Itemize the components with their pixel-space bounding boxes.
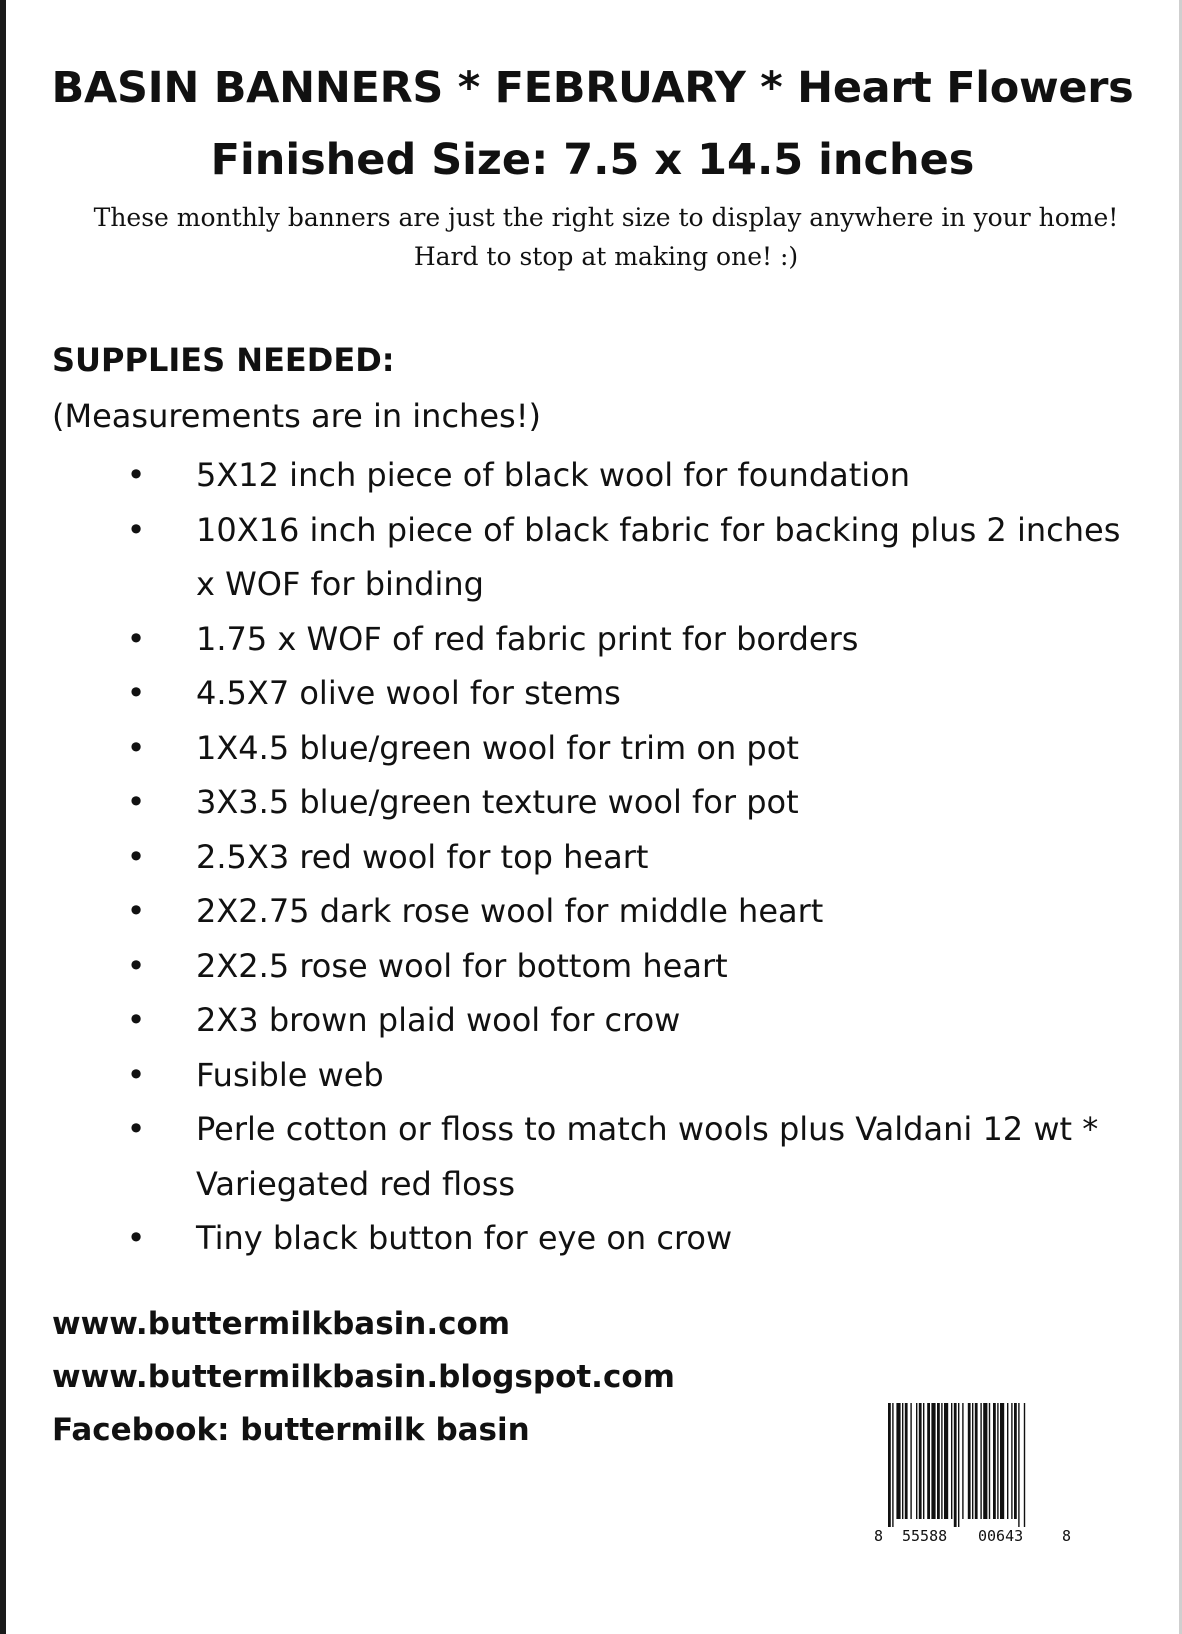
list-item: [6, 884, 1182, 939]
barcode-bar: [958, 1403, 959, 1527]
supply-text: 2X2.5 rose wool for bottom heart: [196, 946, 728, 985]
supply-text: 1.75 x WOF of red fabric print for borders: [196, 619, 859, 658]
supply-text: 1X4.5 blue/green wool for trim on pot: [196, 728, 799, 767]
barcode-bar: [975, 1403, 978, 1519]
finished-size: Finished Size: 7.5 x 14.5 inches: [210, 135, 975, 185]
barcode-bar: [905, 1403, 908, 1519]
bullet-icon: •: [126, 619, 146, 658]
bullet-icon: •: [126, 1219, 146, 1257]
barcode-bar: [951, 1403, 952, 1519]
barcode-bar: [902, 1403, 903, 1519]
barcode-bar: [962, 1403, 963, 1519]
bullet-icon: •: [126, 837, 146, 876]
supply-text: 5X12 inch piece of black wool for foundation: [196, 456, 911, 494]
barcode-bar: [980, 1403, 981, 1519]
list-item: [6, 993, 1182, 1048]
supply-text: 2.5X3 red wool for top heart: [196, 837, 649, 876]
bullet-icon: •: [126, 783, 146, 821]
barcode-bar: [968, 1403, 971, 1519]
list-item: [6, 721, 1182, 776]
list-item: [6, 830, 1182, 885]
bullet-icon: •: [126, 1055, 146, 1094]
list-item: [6, 1211, 1182, 1266]
bullet-icon: •: [126, 1110, 146, 1148]
list-item: [6, 1102, 1182, 1211]
facebook-text: Facebook: buttermilk basin: [52, 1412, 530, 1448]
bullet-icon: •: [126, 1001, 146, 1039]
list-item: [6, 1048, 1182, 1103]
supply-text: 2X2.75 dark rose wool for middle heart: [196, 892, 824, 930]
barcode-bar: [1007, 1403, 1008, 1519]
barcode-bar: [989, 1403, 990, 1519]
barcode-bar: [972, 1403, 973, 1519]
supply-text: Fusible web: [196, 1055, 384, 1094]
barcode-bar: [1000, 1403, 1004, 1519]
bullet-icon: •: [126, 946, 146, 985]
barcode-bar: [993, 1403, 996, 1519]
list-item: [6, 448, 1182, 503]
supply-text: 3X3.5 blue/green texture wool for pot: [196, 783, 799, 821]
list-item: [6, 612, 1182, 667]
website-link[interactable]: www.buttermilkbasin.com: [52, 1306, 511, 1342]
barcode-bar: [923, 1403, 924, 1519]
barcode-bar: [941, 1403, 942, 1519]
barcode-bar: [892, 1403, 893, 1527]
barcode-bar: [1018, 1403, 1019, 1527]
list-item: [6, 666, 1182, 721]
supply-text: Tiny black button for eye on crow: [196, 1219, 733, 1257]
barcode-bar: [919, 1403, 922, 1519]
barcode-bar: [910, 1403, 911, 1519]
bullet-icon: •: [126, 674, 146, 712]
barcode-bar: [1014, 1403, 1017, 1519]
barcode-right-digits: 00643: [978, 1527, 1024, 1545]
barcode-bar: [944, 1403, 948, 1519]
barcode-left-digits: 55588: [902, 1527, 948, 1545]
supply-text: 4.5X7 olive wool for stems: [196, 674, 621, 712]
barcode-bar: [896, 1403, 900, 1519]
barcode-bar: [954, 1403, 957, 1527]
barcode-bars-icon: [866, 1395, 1076, 1527]
bullet-icon: •: [126, 510, 146, 549]
supply-text: 10X16 inch piece of black fabric for backing plus 2 inches x WOF for binding: [196, 510, 1121, 603]
barcode-bar: [983, 1403, 987, 1519]
barcode-trail-digit: 8: [1062, 1527, 1072, 1545]
list-item: [6, 939, 1182, 994]
supply-text: 2X3 brown plaid wool for crow: [196, 1001, 681, 1039]
barcode-bar: [1024, 1403, 1025, 1527]
barcode-lead-digit: 8: [874, 1527, 884, 1545]
bullet-icon: •: [126, 892, 146, 930]
barcode-bar: [997, 1403, 998, 1519]
contact-links: [52, 1298, 675, 1457]
barcode-bar: [931, 1403, 935, 1519]
barcode: [866, 1395, 1076, 1555]
bullet-icon: •: [126, 456, 146, 494]
barcode-bar: [916, 1403, 917, 1519]
bullet-icon: •: [126, 728, 146, 767]
blog-link[interactable]: www.buttermilkbasin.blogspot.com: [52, 1359, 675, 1395]
page-title: BASIN BANNERS * FEBRUARY * Heart Flowers: [51, 63, 1134, 113]
barcode-bar: [1011, 1403, 1012, 1519]
intro-text: These monthly banners are just the right size to display anywhere in your home! Hard to stop at making one! :): [93, 203, 1119, 271]
supplies-list: [6, 448, 1182, 1266]
barcode-bar: [888, 1403, 891, 1527]
list-item: [6, 775, 1182, 830]
barcode-bar: [937, 1403, 940, 1519]
barcode-bar: [927, 1403, 930, 1519]
supplies-heading: SUPPLIES NEEDED:: [52, 341, 395, 379]
list-item: [6, 503, 1182, 612]
supply-text: Perle cotton or floss to match wools plus Valdani 12 wt * Variegated red floss: [196, 1110, 1099, 1203]
measurements-note: (Measurements are in inches!): [52, 397, 541, 435]
